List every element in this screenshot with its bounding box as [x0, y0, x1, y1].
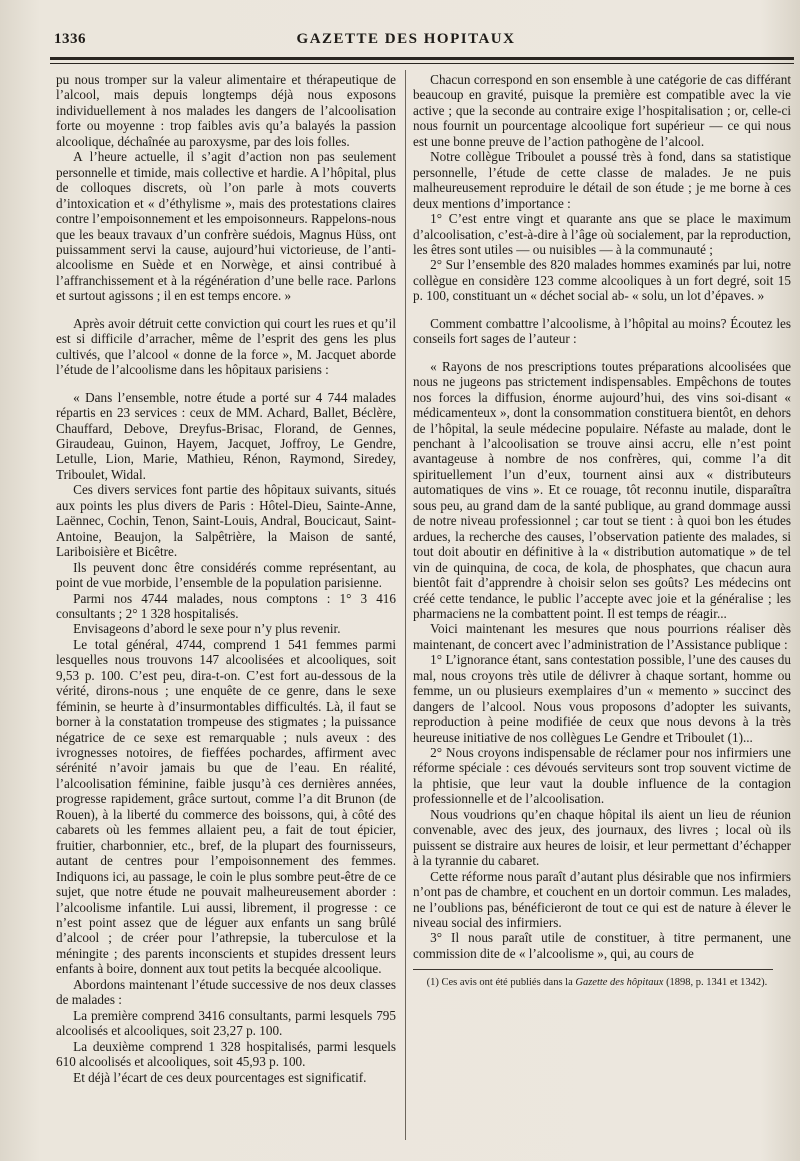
- footnote-journal: Gazette des hôpitaux: [575, 977, 664, 989]
- left-column: [56, 72, 396, 1085]
- paragraph: La deuxième comprend 1 328 hospitalisés, parmi lesquels 610 alcoolisés et alcooliques, soit 45,93 p. 100.: [56, 1038, 396, 1070]
- page-number: 1336: [54, 31, 86, 47]
- journal-title: GAZETTE DES HOPITAUX: [296, 31, 516, 47]
- paragraph: « Rayons de nos prescriptions toutes préparations alcoolisées que nous ne jugeons pas strictement indispensables. Empêchons de toutes nos forces la diffusion, énorme aujourd’hui, des vins soi-disant « médicamenteux », dont la consommation constituera bientôt, en dehors de l’hôpital, la seule médecine populaire. Néfaste au malade, dont le penchant à l’alcoolisation se trouve ainsi accru, elle n’est point avantageuse à nombre de nos confrères, qui, comme l’a dit spirituellement l’un d’eux, tournent ainsi aux « distributeurs automatiques de vins ». Et ce rouage, tôt reconnu inutile, disparaîtra sous peu, au grand dam de la santé publique, au grand dommage aussi de notre niveau professionnel ; car tout se tient : à quoi bon les études ardues, la recherche des causes, l’observation patiente des malades, si tout doit aboutir en définitive à la « distribution automatique » de tel vin de quinquina, de coca, de kola, de phosphates, que chacun aura bientôt fait d’apprendre à choisir selon ses goûts? Les médecins ont créé cette tendance, le public l’accepte avec joie et la généralise ; les pharmaciens ne la combattent point. Il est temps de réagir...: [413, 358, 791, 621]
- paragraph: Abordons maintenant l’étude successive de nos deux classes de malades :: [56, 976, 396, 1008]
- paragraph: Parmi nos 4744 malades, nous comptons : 1° 3 416 consultants ; 2° 1 328 hospitalisés.: [56, 590, 396, 621]
- paragraph: Et déjà l’écart de ces deux pourcentages est significatif.: [73, 1069, 367, 1085]
- paragraph: Ces divers services font partie des hôpitaux suivants, situés aux points les plus divers de Paris : Hôtel-Dieu, Sainte-Anne, Laënnec, Cochin, Tenon, Saint-Louis, Andral, Boucicaut, Saint-Antoine, Beaujon, la Salpêtrière, la Maison de santé, Lariboisière et Bicêtre.: [56, 482, 396, 560]
- paragraph: 3° Il nous paraît utile de constituer, à titre permanent, une commission dite de « l’alcoolisme », qui, au cours de: [413, 930, 791, 961]
- paragraph: « Dans l’ensemble, notre étude a porté sur 4 744 malades répartis en 23 services : ceux de MM. Achard, Ballet, Béclère, Chauffard, Debove, Dreyfus-Brisac, Florand, de Gennes, Giraudeau, Guinon, Hayem, Jacquet, Joffroy, Le Gendre, Letulle, Lion, Marie, Mathieu, Rénon, Raymond, Siredey, Triboulet, Widal.: [56, 389, 396, 482]
- paragraph: pu nous tromper sur la valeur alimentaire et thérapeutique de l’alcool, mais depuis longtemps déjà nous exposons individuellement à nos malades les dangers de l’alcoolisation forte ou moyenne : trop faibles avis qu’a balayés la passion alcoolique, déchaînée au paroxysme, par des lois folles.: [56, 72, 396, 149]
- paragraph: A l’heure actuelle, il s’agit d’action non pas seulement personnelle et timide, mais collective et hardie. A l’hôpital, plus de colloques discrets, où l’on parle à mots couverts d’intoxication et « d’éthylisme », mais des protestations claires contre l’empoisonnement et les empoisonneurs. Rappelons-nous que les beaux travaux d’un confrère suédois, Magnus Hüss, ont puissamment servi la cause, aujourd’hui victorieuse, de l’anti-alcoolisme en Suède et en Norwège, et ainsi contribué à l’affranchissement et à la régénération d’une belle race. Parlons et surtout agissons ; il en est temps encore. »: [56, 149, 396, 304]
- right-column: [413, 72, 791, 990]
- paragraph: 1° L’ignorance étant, sans contestation possible, l’une des causes du mal, nous croyons très utile de délivrer à chaque sortant, homme ou femme, un ou plusieurs exemplaires d’un « memento » succinct des dangers de l’alcool. Nous vous proposons d’adopter les suivants, reproduction à peine modifiée de ceux que nous devons à la très heureuse initiative de nos collègues Le Gendre et Triboulet (1)...: [413, 652, 791, 745]
- paragraph: Le total général, 4744, comprend 1 541 femmes parmi lesquelles nous trouvons 147 alcoolisées et alcooliques, soit 9,53 p. 100. C’est peu, dira-t-on. C’est fort au-dessous de la vérité, dirons-nous ; une enquête de ce genre, dans le sexe féminin, se heurte à d’insurmontables difficultés. Là, il faut se borner à la constatation trompeuse des stigmates ; la puissance négatrice de ce sexe est remarquable ; nuls aveux : des ivrognesses notoires, de fieffées pochardes, affirment avec sérénité n’avoir jamais bu que de l’eau. En réalité, l’alcoolisation féminine, faible jusqu’à ces dernières années, progresse rapidement, grâce surtout, comme l’a dit Brunon (de Rouen), à la liberté du commerce des boissons, qui, à côté des cabarets où les femmes allaient peu, a fait de tout épicier, fruitier, charbonnier, etc., bref, de la plupart des fournisseurs, autant de centres pour l’empoisonnement des femmes. Indiquons ici, au passage, le coin le plus sombre peut-être de ce sujet, que notre étude ne pouvait malheureusement aborder : l’alcoolisme infantile. Lui aussi, librement, il progresse : ce n’est point assez que de léguer aux enfants un sang brûlé d’alcool ; de créer pour l’athrepsie, la tuberculose et la méningite ; des parents inconscients et stupides dressent leurs enfants à boire, donnent aux tout petits la becquée alcoolique.: [56, 636, 396, 977]
- footnote-rule: [413, 969, 773, 970]
- paragraph: Nous voudrions qu’en chaque hôpital ils aient un lieu de réunion convenable, avec des jeux, des journaux, des livres ; local où ils puissent se distraire aux heures de loisir, et leur permettant d’échapper à la tyrannie du cabaret.: [413, 806, 791, 869]
- footnote-text: (1) Ces avis ont été publiés dans la: [426, 977, 576, 989]
- paragraph: Notre collègue Triboulet a poussé très à fond, dans sa statistique personnelle, l’étude de cette classe de malades. Je ne puis malheureusement reproduire le détail de son étude ; je me borne à ces deux mentions d’importance :: [413, 149, 791, 211]
- paragraph: Chacun correspond en son ensemble à une catégorie de cas différant beaucoup en gravité, puisque la première est compatible avec la vie active ; que la seconde au contraire exige l’hospitalisation ; or, celle-ci nous fournit un pourcentage alcoolique fort supérieur — ce qui nous est une bonne preuve de l’action pathogène de l’alcool.: [413, 72, 791, 149]
- paragraph: Après avoir détruit cette conviction qui court les rues et qu’il est si difficile d’arracher, même de l’esprit des gens les plus cultivés, que l’alcool « donne de la force », M. Jacquet aborde l’étude de l’alcoolisme dans les hôpitaux parisiens :: [56, 315, 396, 378]
- header-rule-thin: [50, 63, 794, 64]
- column-divider: [405, 70, 406, 1140]
- paragraph: 1° C’est entre vingt et quarante ans que se place le maximum d’alcoolisation, c’est-à-dire à l’âge où socialement, par la reproduction, les êtres sont utiles — ou nuisibles — à la communauté ;: [413, 211, 791, 257]
- paragraph: Envisageons d’abord le sexe pour n’y plus revenir.: [73, 621, 341, 637]
- footnote-text: (1898, p. 1341 et 1342).: [663, 977, 768, 989]
- page-header: [46, 31, 766, 53]
- paragraph: Voici maintenant les mesures que nous pourrions réaliser dès maintenant, de concert avec l’administration de l’Assistance publique :: [413, 621, 791, 652]
- paragraph: Comment combattre l’alcoolisme, à l’hôpital au moins? Écoutez les conseils fort sages de l’auteur :: [413, 315, 791, 347]
- paragraph: Ils peuvent donc être considérés comme représentant, au point de vue morbide, l’ensemble de la population parisienne.: [56, 559, 396, 591]
- header-rule-thick: [50, 57, 794, 60]
- paragraph: 2° Nous croyons indispensable de réclamer pour nos infirmiers une réforme spéciale : ces dévoués serviteurs sont trop souvent victime de la phtisie, que leur vaut la double influence de la contagion professionnelle et de l’alcoolisation.: [413, 745, 791, 807]
- paragraph: Cette réforme nous paraît d’autant plus désirable que nos infirmiers n’ont pas de chambre, et couchent en un dortoir commun. Les malades, ne l’oublions pas, bénéficieront de tout ce qui est de nature à élever le niveau social des infirmiers.: [413, 868, 791, 931]
- paragraph: 2° Sur l’ensemble des 820 malades hommes examinés par lui, notre collègue en considère 123 comme alcooliques à un fort degré, soit 15 p. 100, constituant un « déchet social ab- « solu, un lot d’épaves. »: [413, 257, 791, 304]
- footnote: [413, 977, 791, 990]
- paragraph: La première comprend 3416 consultants, parmi lesquels 795 alcoolisés et alcooliques, soit 23,27 p. 100.: [56, 1007, 396, 1039]
